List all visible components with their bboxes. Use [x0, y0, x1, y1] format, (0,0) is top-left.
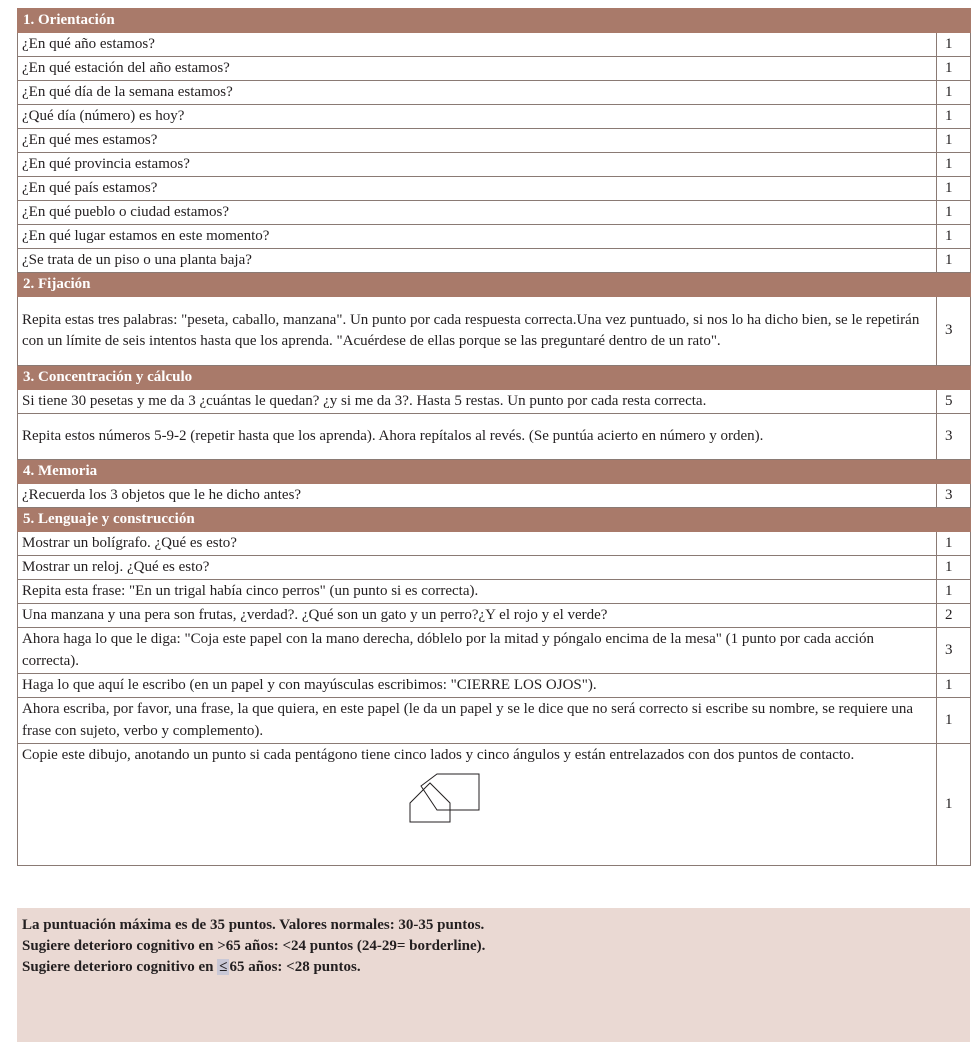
question-text: Repita estas tres palabras: "peseta, caballo, manzana". Un punto por cada respuesta correcta.Una vez puntuado, si nos lo ha dicho bien, se le repetirán con un límite de seis intentos hasta que los aprenda. "Acuérdese de ellas porque se las preguntaré dentro de un rato".: [18, 297, 937, 366]
intersecting-pentagons-drawing: [409, 773, 483, 823]
question-text: Mostrar un bolígrafo. ¿Qué es esto?: [18, 532, 937, 556]
table-row: [18, 532, 971, 556]
scoring-notes: [17, 908, 970, 1042]
table-row: [18, 628, 971, 674]
under-65-note-suffix: 65 años: <28 puntos.: [229, 959, 361, 975]
section-header-orientacion: [18, 9, 971, 33]
question-text: ¿En qué lugar estamos en este momento?: [18, 225, 937, 249]
section-header-concentracion: [18, 366, 971, 390]
table-row: [18, 153, 971, 177]
section-title: 1. Orientación: [18, 9, 971, 33]
table-row: [18, 201, 971, 225]
table-row: [18, 414, 971, 460]
question-text: ¿Se trata de un piso o una planta baja?: [18, 249, 937, 273]
score-cell: 1: [937, 249, 971, 273]
score-cell: 1: [937, 556, 971, 580]
question-text: Repita estos números 5-9-2 (repetir hasta que los aprenda). Ahora repítalos al revés. (Se puntúa acierto en número y orden).: [18, 414, 937, 460]
question-text: ¿Recuerda los 3 objetos que le he dicho antes?: [18, 484, 937, 508]
score-cell: 1: [937, 57, 971, 81]
question-text: Haga lo que aquí le escribo (en un papel y con mayúsculas escribimos: "CIERRE LOS OJOS").: [18, 674, 937, 698]
table-row: [18, 297, 971, 366]
score-cell: 1: [937, 201, 971, 225]
table-row: [18, 744, 971, 866]
question-text: Una manzana y una pera son frutas, ¿verdad?. ¿Qué son un gato y un perro?¿Y el rojo y el verde?: [18, 604, 937, 628]
table-row: [18, 177, 971, 201]
score-cell: 1: [937, 129, 971, 153]
score-cell: 3: [937, 414, 971, 460]
score-cell: 3: [937, 297, 971, 366]
question-cell: [18, 744, 937, 866]
table-row: [18, 556, 971, 580]
section-header-lenguaje: [18, 508, 971, 532]
over-65-note: Sugiere deterioro cognitivo en >65 años: <24 puntos (24-29= borderline).: [22, 938, 486, 954]
score-cell: 1: [937, 532, 971, 556]
score-cell: 1: [937, 177, 971, 201]
question-text: Si tiene 30 pesetas y me da 3 ¿cuántas le quedan? ¿y si me da 3?. Hasta 5 restas. Un punto por cada resta correcta.: [18, 390, 937, 414]
score-cell: 3: [937, 484, 971, 508]
question-text: Repita esta frase: "En un trigal había cinco perros" (un punto si es correcta).: [18, 580, 937, 604]
table-row: [18, 674, 971, 698]
score-cell: 1: [937, 698, 971, 744]
score-cell: 1: [937, 674, 971, 698]
question-text: ¿Qué día (número) es hoy?: [18, 105, 937, 129]
table-row: [18, 129, 971, 153]
score-cell: 1: [937, 105, 971, 129]
score-cell: 5: [937, 390, 971, 414]
question-text: ¿En qué día de la semana estamos?: [18, 81, 937, 105]
score-cell: 1: [937, 744, 971, 866]
score-cell: 1: [937, 580, 971, 604]
table-row: [18, 604, 971, 628]
table-row: [18, 81, 971, 105]
section-title: 3. Concentración y cálculo: [18, 366, 971, 390]
question-text: Mostrar un reloj. ¿Qué es esto?: [18, 556, 937, 580]
mmse-table: [17, 8, 971, 866]
under-65-note: [22, 957, 965, 978]
score-cell: 1: [937, 153, 971, 177]
score-cell: 1: [937, 81, 971, 105]
score-cell: 2: [937, 604, 971, 628]
section-title: 5. Lenguaje y construcción: [18, 508, 971, 532]
table-row: [18, 390, 971, 414]
table-row: [18, 33, 971, 57]
less-equal-symbol: ≤: [219, 959, 228, 975]
question-text: ¿En qué estación del año estamos?: [18, 57, 937, 81]
question-text: ¿En qué pueblo o ciudad estamos?: [18, 201, 937, 225]
under-65-note-prefix: Sugiere deterioro cognitivo en: [22, 959, 218, 975]
section-title: 4. Memoria: [18, 460, 971, 484]
section-header-memoria: [18, 460, 971, 484]
section-header-fijacion: [18, 273, 971, 297]
table-row: [18, 105, 971, 129]
question-text: Ahora escriba, por favor, una frase, la que quiera, en este papel (le da un papel y se le dice que no será correcto si escribe su nombre, se requiere una frase con sujeto, verbo y complemento).: [18, 698, 937, 744]
max-score-note: La puntuación máxima es de 35 puntos. Valores normales: 30-35 puntos.: [22, 917, 485, 933]
score-cell: 1: [937, 225, 971, 249]
question-text: Ahora haga lo que le diga: "Coja este papel con la mano derecha, dóblelo por la mitad y póngalo encima de la mesa" (1 punto por cada acción correcta).: [18, 628, 937, 674]
table-row: [18, 249, 971, 273]
table-row: [18, 57, 971, 81]
question-text: ¿En qué provincia estamos?: [18, 153, 937, 177]
question-text: ¿En qué país estamos?: [18, 177, 937, 201]
table-row: [18, 484, 971, 508]
question-text: ¿En qué año estamos?: [18, 33, 937, 57]
section-title: 2. Fijación: [18, 273, 971, 297]
table-row: [18, 225, 971, 249]
table-row: [18, 698, 971, 744]
question-text: ¿En qué mes estamos?: [18, 129, 937, 153]
score-cell: 1: [937, 33, 971, 57]
score-cell: 3: [937, 628, 971, 674]
question-text: Copie este dibujo, anotando un punto si cada pentágono tiene cinco lados y cinco ángulos y están entrelazados con dos puntos de contacto.: [22, 747, 855, 763]
table-row: [18, 580, 971, 604]
